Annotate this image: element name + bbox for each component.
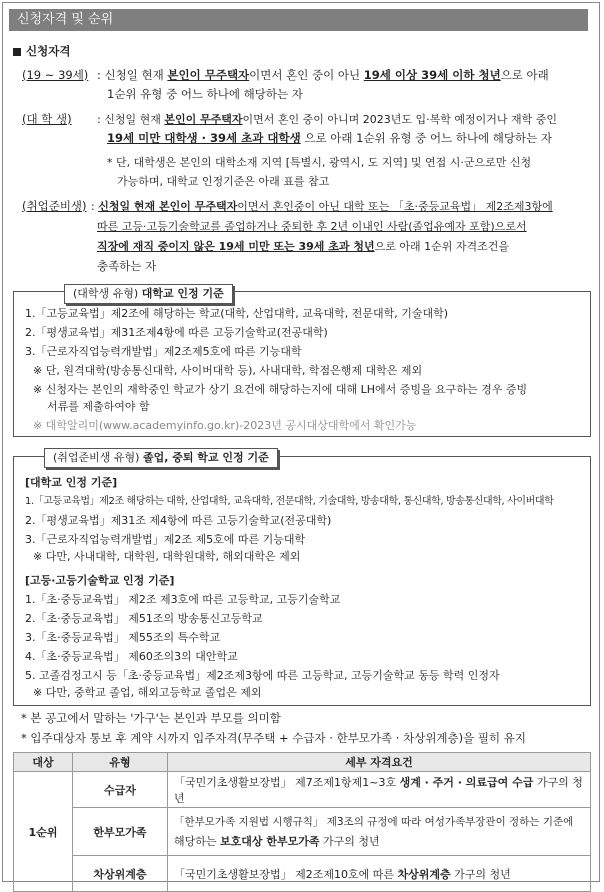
detail-cell: 「국민기초생활보장법」 제2조제10호에 따른 차상위계층 가구의 청년 bbox=[168, 856, 591, 892]
univ-note-1: * 단, 대학생은 본인의 대학소재 지역 [특별시, 광역시, 도 지역] 및 연접 시·군으로만 신청 bbox=[107, 156, 532, 169]
univ-criteria-item: 3.「근로자직업능력개발법」제2조제5호에 따른 기능대학 bbox=[25, 345, 302, 358]
detail-cell: 「국민기초생활보장법」 제7조제1항제1~3호 생계 · 주거 · 의료급여 수급 가구의 청년 bbox=[168, 772, 591, 808]
job-univ-item: 3.「근로자직업능력개발법」제2조 제5호에 따른 기능대학 bbox=[25, 533, 306, 546]
job-school-item: 5. 고졸검정고시 등「초·중등교육법」제2조제3항에 따른 고등학교, 고등기술학교 동등 학력 인정자 bbox=[25, 669, 500, 682]
job-school-item: 3.「초·중등교육법」 제55조의 특수학교 bbox=[25, 631, 221, 644]
detail-cell: 「한부모가족 지원법 시행규칙」 제3조의 규정에 따라 여성가족부장관이 정하는 기준에 해당하는 보호대상 한부모가족 가구의 청년 bbox=[168, 808, 591, 856]
job-univ-item: 2.「평생교육법」제31조 제4항에 따른 고등기술학교(전공대학) bbox=[25, 514, 332, 527]
univ-line-1: : 신청일 현재 본인이 무주택자이면서 혼인 중이 아니며 2023년도 입·복학 예정이거나 재학 중인 bbox=[97, 113, 558, 126]
job-line-1: : 신청일 현재 본인이 무주택자이면서 혼인중이 아닌 대학 또는 「초·중등교육법」 제2조제3항에 bbox=[91, 200, 553, 213]
job-univ-note: ※ 다만, 사내대학, 대학원, 대학원대학, 해외대학은 제외 bbox=[33, 550, 301, 563]
job-criteria-label: (취업준비생 유형) 졸업, 중퇴 학교 인정 기준 bbox=[44, 448, 278, 468]
job-line-4: 충족하는 자 bbox=[97, 259, 157, 273]
job-school-heading: [고등·고등기술학교 인정 기준] bbox=[25, 574, 175, 587]
table-header: 유형 bbox=[73, 753, 168, 772]
age-line-1: : 신청일 현재 본인이 무주택자이면서 혼인 중이 아닌 19세 이상 39세 이하 청년으로 아래 bbox=[97, 68, 549, 82]
univ-criteria-note: ※ 대학알리미(www.academyinfo.go.kr)-2023년 공시대상대학에서 확인가능 bbox=[33, 419, 417, 432]
rank-table bbox=[13, 752, 591, 892]
univ-criteria-note: ※ 단, 원격대학(방송통신대학, 사이버대학 등), 사내대학, 학점은행제 대학은 제외 bbox=[33, 364, 423, 377]
eligibility-heading: 신청자격 bbox=[13, 44, 70, 59]
job-school-item: 2.「초·중등교육법」 제51조의 방송통신고등학교 bbox=[25, 612, 263, 625]
rank-cell: 1순위 bbox=[14, 772, 73, 892]
table-row bbox=[14, 772, 591, 808]
univ-criteria-item: 1.「고등교육법」제2조에 해당하는 학교(대학, 산업대학, 교육대학, 전문대학, 기술대학) bbox=[25, 307, 449, 320]
univ-criteria-label: (대학생 유형) 대학교 인정 기준 bbox=[64, 284, 233, 304]
univ-line-2: 19세 미만 대학생 · 39세 초과 대학생 으로 아래 1순위 유형 중 어느 하나에 해당하는 자 bbox=[107, 131, 553, 145]
job-line-2: 따른 고등·고등기술학교를 졸업하거나 중퇴한 후 2년 이내인 사람(졸업유예자 포함)으로서 bbox=[97, 220, 527, 233]
age-label: (19 ~ 39세) bbox=[22, 68, 89, 82]
table-row bbox=[14, 856, 591, 892]
square-bullet-icon bbox=[13, 48, 21, 56]
table-row bbox=[14, 808, 591, 856]
job-school-note: ※ 다만, 중학교 졸업, 해외고등학교 졸업은 제외 bbox=[33, 686, 262, 699]
univ-label: (대 학 생) bbox=[22, 112, 72, 126]
job-school-item: 1.「초·중등교육법」 제2조 제3호에 따른 고등학교, 고등기술학교 bbox=[25, 593, 341, 606]
job-line-3: 직장에 재직 중이지 않은 19세 미만 또는 39세 초과 청년으로 아래 1순위 자격조건을 bbox=[97, 240, 509, 253]
type-cell: 수급자 bbox=[73, 772, 168, 808]
job-univ-heading: [대학교 인정 기준] bbox=[25, 476, 118, 489]
job-school-item: 4.「초·중등교육법」 제60조의3의 대안학교 bbox=[25, 650, 238, 663]
type-cell: 차상위계층 bbox=[73, 856, 168, 892]
note-maintain: * 입주대상자 통보 후 계약 시까지 입주자격(무주택 + 수급자 · 한부모가족 · 차상위계층)을 필히 유지 bbox=[21, 731, 526, 745]
section-title: 신청자격 및 순위 bbox=[9, 9, 588, 31]
type-cell: 한부모가족 bbox=[73, 808, 168, 856]
table-header: 대상 bbox=[14, 753, 73, 772]
job-univ-item: 1.「고등교육법」제2조 해당하는 대학, 산업대학, 교육대학, 전문대학, 기술대학, 방송대학, 통신대학, 방송통신대학, 사이버대학 bbox=[25, 496, 554, 507]
univ-criteria-note: ※ 신청자는 본인의 재학중인 학교가 상기 요건에 해당하는지에 대해 LH에서 증빙을 요구하는 경우 증빙 bbox=[33, 383, 528, 396]
age-line-2: 1순위 유형 중 어느 하나에 해당하는 자 bbox=[107, 87, 303, 101]
job-label: (취업준비생) bbox=[22, 199, 87, 213]
note-household: * 본 공고에서 말하는 '가구'는 본인과 부모를 의미함 bbox=[21, 711, 281, 725]
univ-criteria-note: 서류를 제출하여야 함 bbox=[47, 400, 150, 413]
univ-criteria-item: 2.「평생교육법」제31조제4항에 따른 고등기술학교(전공대학) bbox=[25, 326, 328, 339]
univ-note-2: 가능하며, 대학교 인정기준은 아래 표를 참고 bbox=[117, 175, 330, 188]
table-header: 세부 자격요건 bbox=[168, 753, 591, 772]
